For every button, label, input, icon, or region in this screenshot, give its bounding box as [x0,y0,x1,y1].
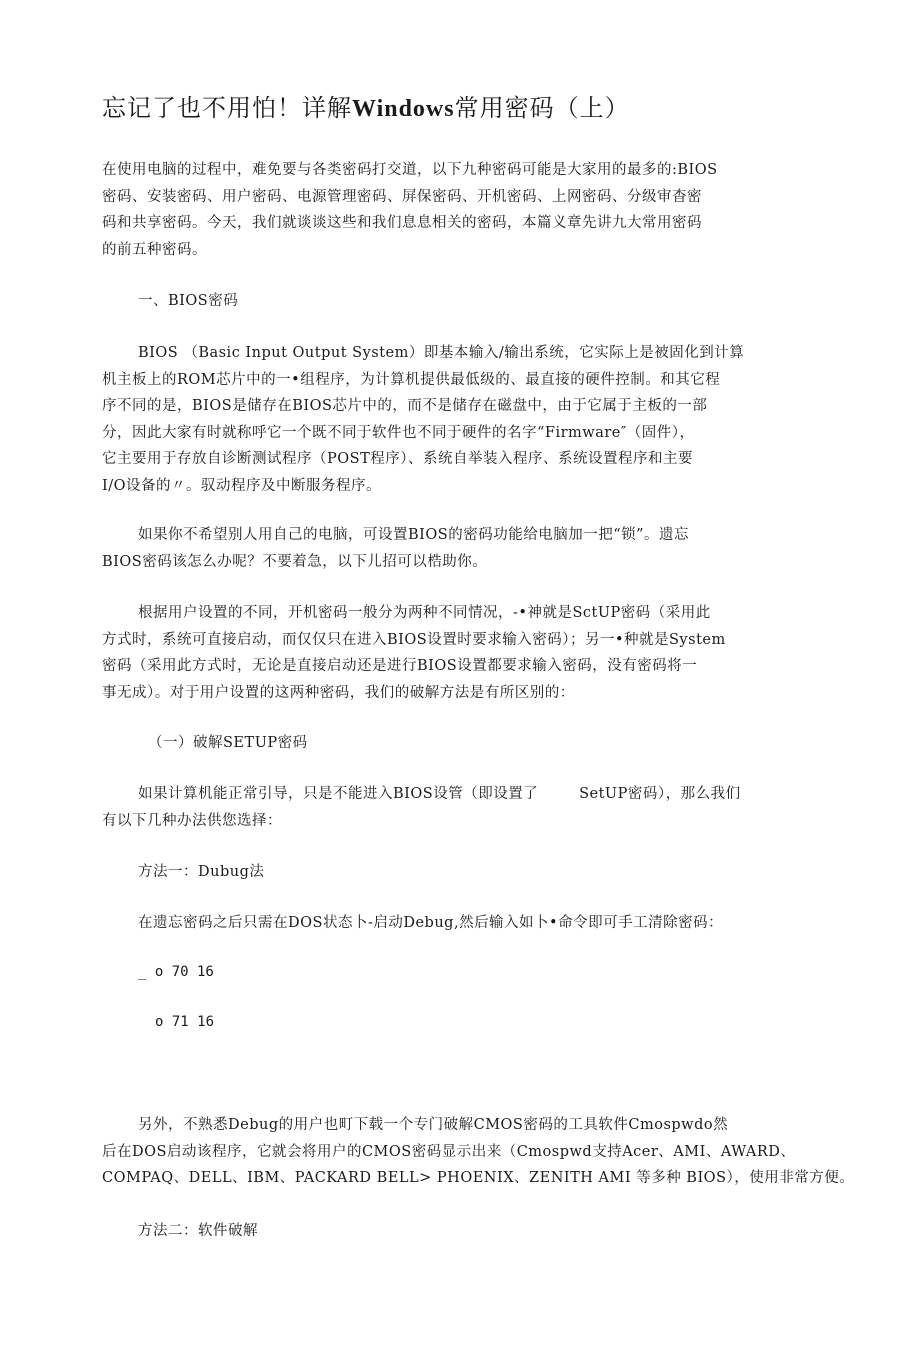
lock-paragraph [102,522,826,575]
text-line: 密码、安装密码、用户密码、电源管理密码、屏保密码、开机密码、上网密码、分级审杳密 [102,188,702,205]
text-line: 密码（采用此方式时，无论是直接启动还是进行BIOS设置都要求输入密码，没有密码将一 [102,658,698,674]
subsection-heading-setup [102,730,826,757]
text-line: 如果你不希望别人用自己的电脑，可设置BIOS的密码功能给电脑加一把“锁”。遗忘 [138,527,690,543]
heading-text: （一）破解SETUP密码 [148,735,308,751]
text-line: 它主要用于存放自诊断测试程序（POST程序）、系统自举装入程序、系统设置程序和主要 [102,451,693,467]
types-paragraph [102,600,826,706]
text-line: 在使用电脑的过程中，难免要与各类密码打交道，以下九种密码可能是大家用的最多的:BIOS [102,162,718,178]
code-line-2: o 71 16 [155,1014,215,1030]
title-part-1: 忘记了也不用怕！详解 [102,94,352,122]
title-part-2: Windows [352,96,455,122]
text-line: BIOS密码该怎么办呢？不要着急，以下儿招可以梏助你。 [102,553,488,570]
text-line: 码和共享密码。今天，我们就谈谈这些和我们息息相关的密码，本篇义章先讲九大常用密码 [102,215,702,231]
setup-paragraph [102,781,826,834]
bios-paragraph [102,340,826,499]
section-heading-bios [102,288,826,315]
text-line: 在遗忘密码之后只需在DOS状态卜-启动Debug,然后输入如卜•命令即可手工清除密码： [138,915,724,931]
text-line: BIOS （Basic Input Output System）即基本输入/输出系统，它实际上是被固化到计算 [138,345,745,361]
text-line: I/O设备的〃。驭动程序及中断服务程序。 [102,477,381,494]
text-line: 方式时，系统可直接启动，而仅仅只在进入BIOS设置时要求输入密码）；另一•种就是System [102,631,726,648]
text-line: 序不同的是，BIOS是储存在BIOS芯片中的，而不是储存在磁盘中，由于它属于主板的一部 [102,398,708,414]
method1-heading [102,859,826,886]
heading-text: 方法二：软件破解 [138,1223,258,1239]
method2-heading [102,1218,826,1245]
text-line: 另外，不熟悉Debug的用户也町下载一个专门破解CMOS密码的工具软件Cmospwdo然 [138,1117,729,1133]
page-title [102,88,630,123]
text-line: 机主板上的ROM芯片中的一•组程序，为计算机提供最低级的、最直接的硬件控制。和其它程 [102,371,721,388]
text-line: 有以下几种办法供您选择： [102,812,282,829]
text-line: 的前五种密码。 [102,241,207,258]
text-line: 事无成）。对于用户设置的这两种密码，我们的破解方法是有所区别的： [102,684,575,701]
text-line: 根据用户设置的不同，开机密码一般分为两种不同情况，-•神就是SctUP密码（采用此 [138,605,711,621]
cmos-paragraph [102,1112,855,1192]
text-line: 如果计算机能正常引导，只是不能进入BIOS设管（即设置了 SetUP密码），那么我们 [138,786,741,802]
heading-text: 方法一：Dubug法 [138,864,265,880]
text-line: 分，因此大家有时就称呼它一个既不同于软件也不同于硬件的名字“Firmware″（固件）， [102,424,695,441]
title-part-3: 常用密码（上） [454,94,630,122]
heading-text: 一、BIOS密码 [138,293,239,309]
code-line-1: _ o 70 16 [138,964,214,980]
intro-paragraph [102,157,826,263]
text-line: COMPAQ、DELL、IBM、PACKARD BELL> PHOENIX、ZENITH AMI 等多种 BIOS），使用非常方便。 [102,1170,855,1186]
text-line: 后在DOS启动该程序，它就会将用户的CMOS密码显示出来（Cmospwd支持Acer、AMI、AWARD、 [102,1143,796,1160]
method1-text [102,910,826,937]
